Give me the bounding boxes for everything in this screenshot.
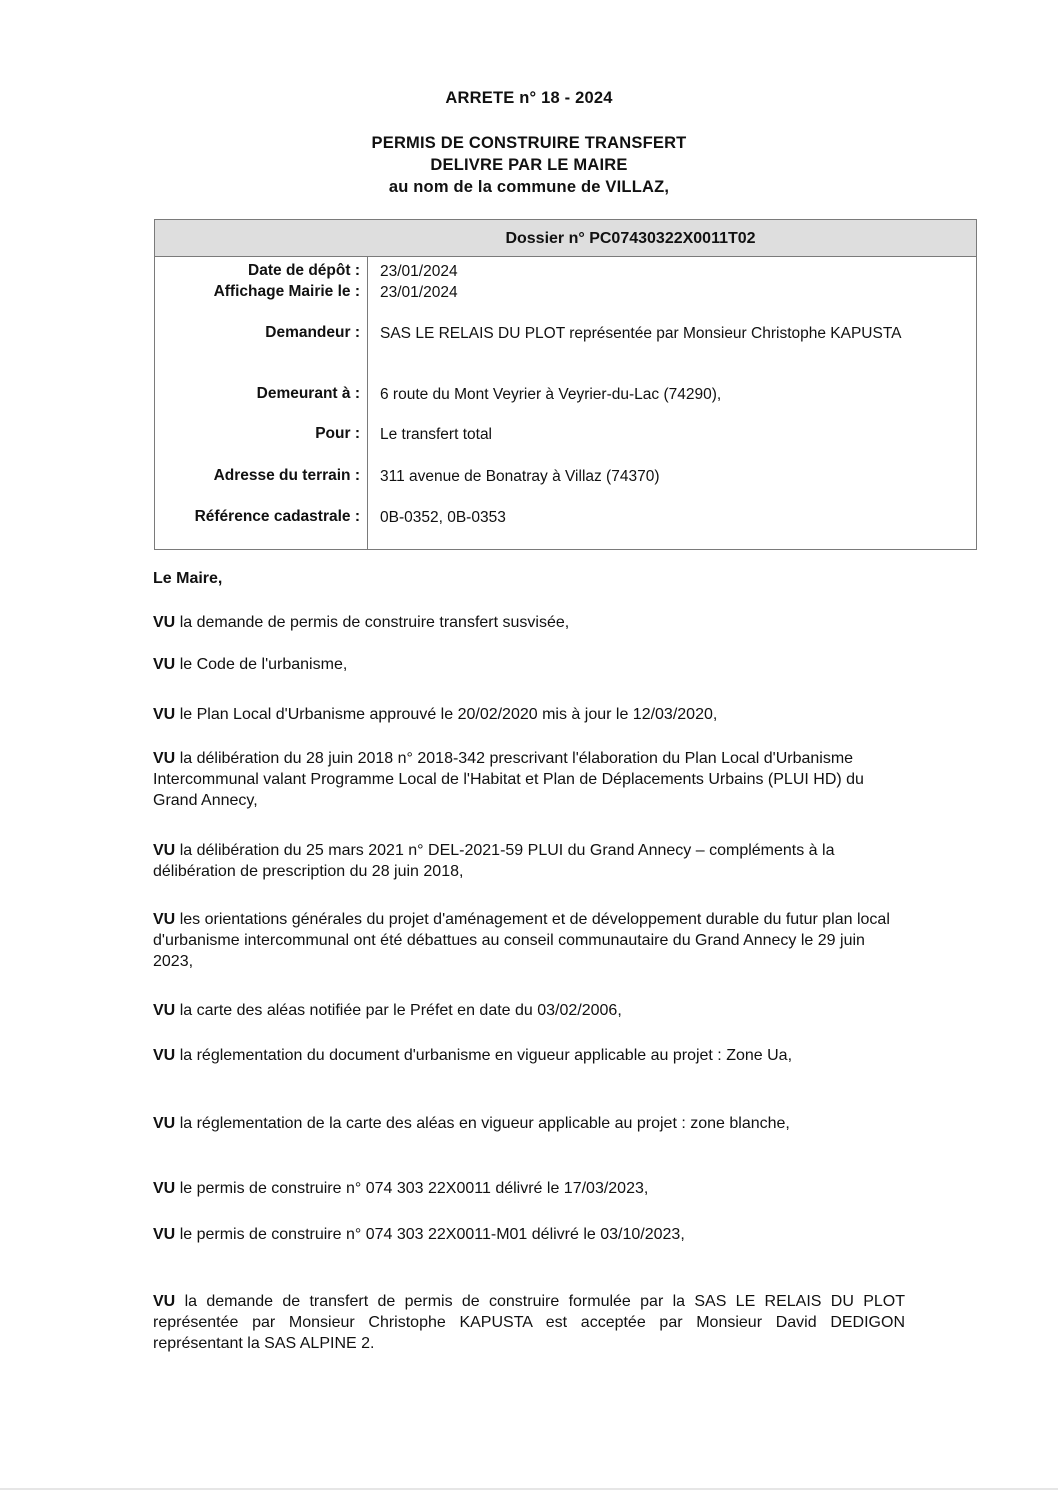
le-maire-heading: Le Maire, [153, 570, 223, 587]
vu-paragraph: VU le Plan Local d'Urbanisme approuvé le 20/02/2020 mis à jour le 12/03/2020, [153, 706, 718, 723]
label-affichage: Affichage Mairie le : [213, 283, 360, 300]
document-title-line3: au nom de la commune de VILLAZ, [388, 178, 670, 196]
vu-paragraph: VU la délibération du 25 mars 2021 n° DEL-2021-59 PLUI du Grand Annecy – compléments à la délibération de prescription du 28 juin 2018, [153, 842, 835, 880]
vu-paragraph: VU le Code de l'urbanisme, [153, 656, 348, 673]
vu-paragraph: VU la demande de transfert de permis de construire formulée par la SAS LE RELAIS DU PLOT représentée par Monsieur Christophe KAPUSTA est acceptée par Monsieur David DEDIGON représentant la SAS ALPINE 2. [153, 1293, 905, 1352]
document-title-line2: DELIVRE PAR LE MAIRE [430, 156, 628, 174]
value-date-depot: 23/01/2024 [380, 263, 458, 280]
document-title-line1: PERMIS DE CONSTRUIRE TRANSFERT [371, 134, 687, 152]
vu-paragraph: VU la délibération du 28 juin 2018 n° 2018-342 prescrivant l'élaboration du Plan Local d'Urbanisme Intercommunal valant Programme Local de l'Habitat et Plan de Déplacements Urbains (PLUI HD) du Grand Annecy, [153, 750, 864, 809]
vu-paragraph: VU la réglementation de la carte des aléas en vigueur applicable au projet : zone blanche, [153, 1115, 790, 1132]
vu-paragraph: VU la demande de permis de construire transfert susvisée, [153, 614, 570, 631]
dossier-divider [367, 257, 368, 549]
value-demeurant: 6 route du Mont Veyrier à Veyrier-du-Lac (74290), [380, 386, 722, 403]
label-date-depot: Date de dépôt : [248, 262, 360, 279]
arrete-number: ARRETE n° 18 - 2024 [445, 89, 613, 107]
label-adresse: Adresse du terrain : [213, 467, 360, 484]
dossier-box [154, 219, 977, 550]
value-reference: 0B-0352, 0B-0353 [380, 509, 506, 526]
label-pour: Pour : [315, 425, 360, 442]
value-affichage: 23/01/2024 [380, 284, 458, 301]
vu-paragraph: VU le permis de construire n° 074 303 22X0011-M01 délivré le 03/10/2023, [153, 1226, 685, 1243]
scan-edge [0, 1488, 1058, 1490]
value-demandeur: SAS LE RELAIS DU PLOT représentée par Monsieur Christophe KAPUSTA [380, 325, 902, 342]
label-demandeur: Demandeur : [265, 324, 360, 341]
label-demeurant: Demeurant à : [256, 385, 360, 402]
dossier-number: Dossier n° PC07430322X0011T02 [155, 220, 976, 257]
value-pour: Le transfert total [380, 426, 493, 443]
vu-paragraph: VU le permis de construire n° 074 303 22X0011 délivré le 17/03/2023, [153, 1180, 649, 1197]
value-adresse: 311 avenue de Bonatray à Villaz (74370) [380, 468, 660, 485]
vu-paragraph: VU la carte des aléas notifiée par le Préfet en date du 03/02/2006, [153, 1002, 622, 1019]
vu-paragraph: VU la réglementation du document d'urbanisme en vigueur applicable au projet : Zone Ua, [153, 1047, 793, 1064]
vu-paragraph: VU les orientations générales du projet d'aménagement et de développement durable du futur plan local d'urbanisme intercommunal ont été débattues au conseil communautaire du Grand Annecy le 29 juin 2023, [153, 911, 890, 970]
label-reference: Référence cadastrale : [194, 508, 360, 525]
